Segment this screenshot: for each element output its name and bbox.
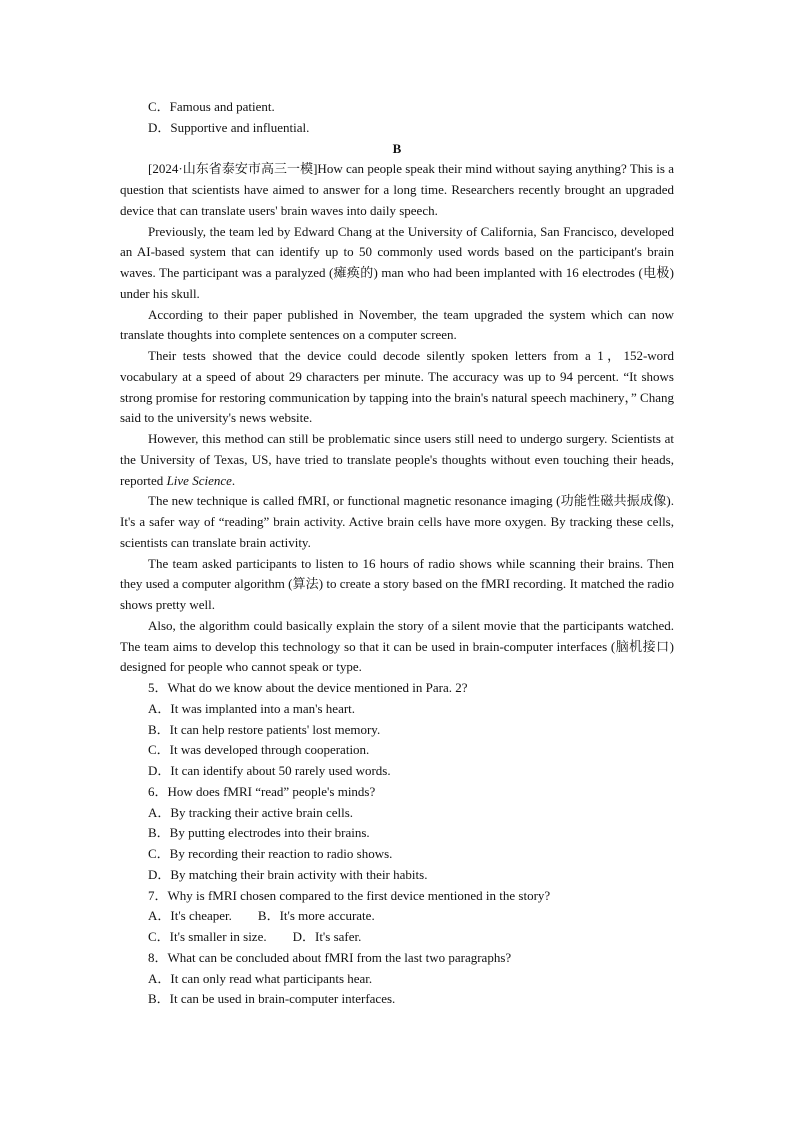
- section-title: B: [392, 140, 402, 156]
- paragraph-2: Previously, the team led by Edward Chang at the University of California, San Francisco, developed an AI-based system that can identify up to 50 commonly used words based on the participant's brain waves. The participant was a paralyzed (瘫痪的) man who had been implanted with 16 electrodes (电极) under his skull.: [120, 223, 674, 301]
- question-6-option-b: B．By putting electrodes into their brains.: [148, 825, 370, 841]
- paragraph-6: The new technique is called fMRI, or functional magnetic resonance imaging (功能性磁共振成像). It's a safer way of “reading” brain activity. Active brain cells have more oxygen. By tracking these cells, scientists can translate brain activity.: [120, 493, 674, 550]
- option-c: C．Famous and patient.: [148, 99, 275, 114]
- paragraph-8: Also, the algorithm could basically explain the story of a silent movie that the participants watched. The team aims to develop this technology so that it can be used in brain-computer interfaces (脑机接口) designed for people who cannot speak or type.: [120, 617, 674, 675]
- question-8-stem: 8．What can be concluded about fMRI from the last two paragraphs?: [148, 949, 512, 965]
- question-7-options-ab: A．It's cheaper. B．It's more accurate.: [148, 908, 375, 924]
- source-name: Live Science: [166, 472, 232, 488]
- paragraph-7: The team asked participants to listen to 16 hours of radio shows while scanning their brains. Then they used a computer algorithm (算法) to create a story based on the fMRI recording. It matched the radio shows pretty well.: [120, 555, 674, 612]
- question-8-option-a: A．It can only read what participants hear.: [148, 970, 373, 986]
- document-page: [120, 97, 674, 1010]
- paragraph-5-end: .: [231, 472, 236, 488]
- question-6-option-c: C．By recording their reaction to radio shows.: [148, 846, 393, 861]
- question-6-stem: 6．How does fMRI “read” people's minds?: [148, 783, 376, 799]
- paragraph-5-text: However, this method can still be problematic since users still need to undergo surgery. Scientists at the University of Texas, US, have tried to translate people's thoughts without even touching their heads, reported: [120, 431, 674, 488]
- question-5-option-c: C．It was developed through cooperation.: [148, 742, 370, 758]
- paragraph-1: [2024·山东省泰安市高三一模]How can people speak their mind without saying anything? This is a question that scientists have aimed to answer for a long time. Researchers recently brought an upgraded device that can translate users' brain waves into daily speech.: [120, 161, 674, 218]
- paragraph-4: Their tests showed that the device could decode silently spoken letters from a 1，152-word vocabulary at a speed of about 29 characters per minute. The accuracy was up to 94 percent. “It shows strong promise for restoring communication by tapping into the brain's natural speech machinery，” Chang said to the university's news website.: [120, 348, 674, 426]
- paragraph-3: According to their paper published in November, the team upgraded the system which can now translate thoughts into complete sentences on a computer screen.: [120, 306, 674, 343]
- question-5-stem: 5．What do we know about the device mentioned in Para. 2?: [148, 680, 468, 695]
- question-8-option-b: B．It can be used in brain-computer interfaces.: [148, 991, 396, 1007]
- question-5-option-a: A．It was implanted into a man's heart.: [148, 700, 356, 716]
- question-6-option-a: A．By tracking their active brain cells.: [148, 804, 354, 820]
- option-d: D．Supportive and influential.: [148, 119, 310, 135]
- question-7-options-cd: C．It's smaller in size. D．It's safer.: [148, 929, 362, 944]
- question-5-option-b: B．It can help restore patients' lost memory.: [148, 721, 381, 737]
- paragraph-5: [120, 429, 674, 491]
- question-7-stem: 7．Why is fMRI chosen compared to the first device mentioned in the story?: [148, 887, 551, 903]
- question-5-option-d: D．It can identify about 50 rarely used words.: [148, 763, 391, 778]
- question-6-option-d: D．By matching their brain activity with their habits.: [148, 866, 428, 882]
